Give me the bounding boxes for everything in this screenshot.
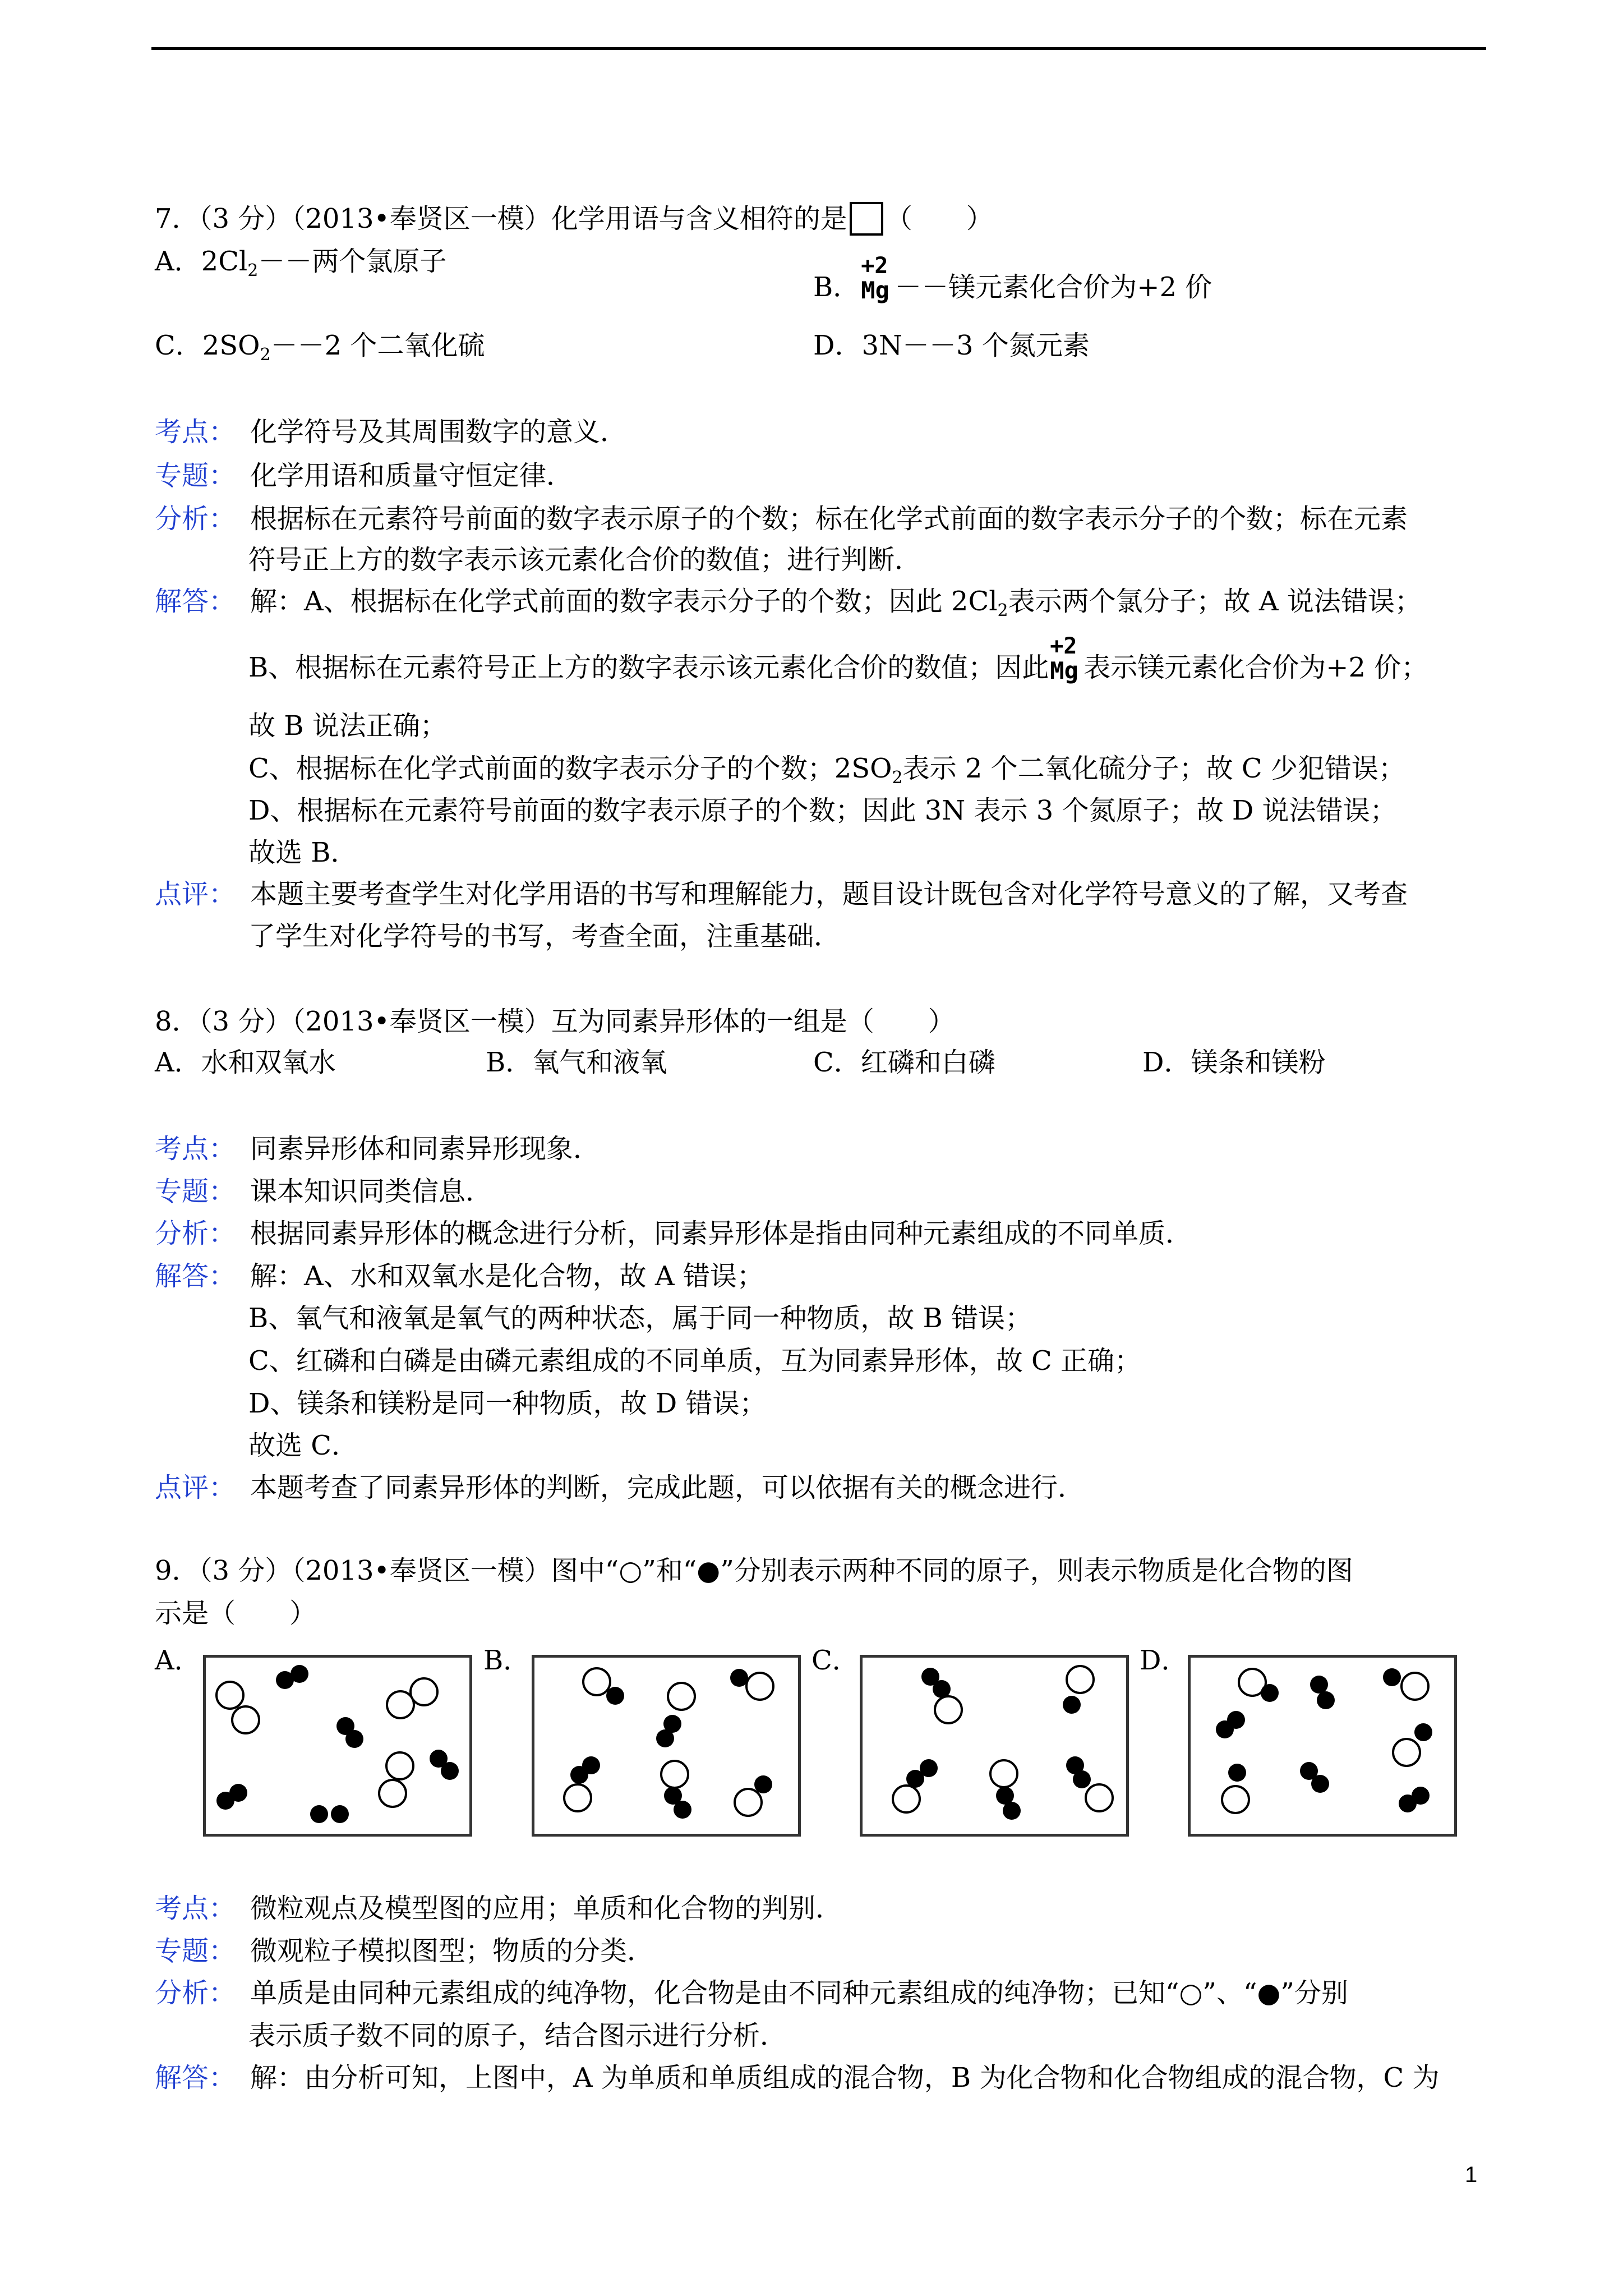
q7-option-d: D．3N－－3 个氮元素 — [813, 330, 1090, 361]
white-atom — [379, 1780, 406, 1807]
white-atom — [1401, 1673, 1428, 1700]
white-atom — [735, 1789, 762, 1816]
white-atom — [216, 1682, 243, 1709]
black-atom — [229, 1784, 247, 1802]
black-atom — [310, 1805, 328, 1823]
black-atom — [606, 1687, 624, 1705]
q7-option-b: B． +2 Mg －－镁元素化合价为+2 价 — [813, 253, 1212, 304]
q7-jieda: 解答： 解：A、根据标在化学式前面的数字表示分子的个数；因此 $2Cl_2$表示两个氯分子；故 A 说法错误； — [155, 586, 1422, 620]
q9-option-d-label: D． — [1140, 1645, 1188, 1676]
q9-jieda: 解答： 解：由分析可知，上图中，A 为单质和单质组成的混合物，B 为化合物和化合物组成的混合物，C 为 — [155, 2062, 1440, 2093]
white-atom — [583, 1668, 610, 1695]
valence-mg: +2 Mg — [861, 253, 889, 304]
q8-stem: 8．（3 分）（2013•奉贤区一模）互为同素异形体的一组是（ ） — [155, 1006, 955, 1037]
black-atom — [1216, 1720, 1234, 1738]
q8-dianping: 点评： 本题考查了同素异形体的判断，完成此题，可以依据有关的概念进行． — [155, 1472, 1085, 1503]
white-atom — [668, 1683, 695, 1710]
q7-jieda-b: B、根据标在元素符号正上方的数字表示该元素化合价的数值；因此 +2 Mg 表示镁元素化合价为+2 价； — [248, 633, 1428, 684]
q8-option-a: A．水和双氧水 — [155, 1047, 336, 1078]
black-atom — [1003, 1802, 1021, 1820]
black-atom — [933, 1680, 951, 1698]
black-atom — [1311, 1775, 1329, 1793]
black-atom — [1073, 1770, 1091, 1788]
q8-jieda-b: B、氧气和液氧是氧气的两种状态，属于同一种物质，故 B 错误； — [248, 1303, 1032, 1334]
q8-fenxi: 分析： 根据同素异形体的概念进行分析，同素异形体是指由同种元素组成的不同单质． — [155, 1218, 1193, 1249]
black-atom — [1383, 1668, 1401, 1686]
q9-fenxi-cont: 表示质子数不同的原子，结合图示进行分析． — [248, 2020, 787, 2051]
q9-stem-cont: 示是（ ） — [155, 1598, 317, 1629]
white-atom — [661, 1761, 688, 1788]
q7-jieda-d: D、根据标在元素符号前面的数字表示原子的个数；因此 3N 表示 3 个氮原子；故 D 说法错误； — [248, 795, 1397, 826]
q8-option-c: C．红磷和白磷 — [813, 1047, 995, 1078]
white-atom — [232, 1706, 259, 1733]
black-atom — [441, 1762, 459, 1780]
q8-option-b: B．氧气和液氧 — [486, 1047, 667, 1078]
white-atom — [564, 1784, 591, 1811]
q9-fenxi: 分析： 单质是由同种元素组成的纯净物，化合物是由不同种元素组成的纯净物；已知“○”、“●”分别 — [155, 1977, 1348, 2009]
white-atom — [1393, 1739, 1420, 1766]
q9-kaodian: 考点： 微粒观点及模型图的应用；单质和化合物的判别． — [155, 1893, 843, 1924]
q8-zhuanti: 专题： 课本知识同类信息． — [155, 1176, 493, 1207]
q7-jieda-b2: 故 B 说法正确； — [248, 710, 447, 742]
black-atom — [1310, 1676, 1328, 1694]
q9-option-b-label: B． — [483, 1645, 531, 1676]
q7-kaodian: 考点： 化学符号及其周围数字的意义． — [155, 416, 628, 448]
q7-jieda-answer: 故选 B． — [248, 837, 358, 868]
black-atom — [1412, 1787, 1430, 1805]
white-atom — [1086, 1784, 1113, 1811]
black-atom — [570, 1766, 588, 1784]
black-atom — [674, 1801, 691, 1819]
q7-fenxi: 分析： 根据标在元素符号前面的数字表示原子的个数；标在化学式前面的数字表示分子的个数；标在元素 — [155, 503, 1408, 535]
q7-option-a: A．$2Cl_2--$两个氯原子 — [155, 246, 447, 280]
black-atom — [754, 1775, 772, 1793]
q9-option-a-label: A． — [155, 1645, 201, 1676]
q7-jieda-c: C、根据标在化学式前面的数字表示分子的个数；$2SO_2$表示 2 个二氧化硫分子；故 C 少犯错误； — [248, 753, 1405, 788]
q9-stem: 9．（3 分）（2013•奉贤区一模）图中“○”和“●”分别表示两种不同的原子，则表示物质是化合物的图 — [155, 1555, 1353, 1586]
black-atom — [345, 1730, 363, 1748]
black-atom — [730, 1669, 748, 1687]
q7-option-c: C．$2SO_2--2$ 个二氧化硫 — [155, 330, 485, 365]
black-atom — [1317, 1691, 1335, 1709]
white-atom — [893, 1786, 920, 1812]
page-number: 1 — [1465, 2162, 1478, 2187]
q9-zhuanti: 专题： 微观粒子模拟图型；物质的分类． — [155, 1935, 654, 1967]
white-atom — [746, 1673, 773, 1700]
black-atom — [1261, 1684, 1279, 1702]
white-atom — [1222, 1786, 1249, 1813]
q8-jieda-answer: 故选 C． — [248, 1430, 358, 1461]
black-atom — [656, 1729, 674, 1747]
white-atom — [935, 1696, 962, 1723]
white-atom — [1067, 1666, 1094, 1693]
black-atom — [331, 1805, 349, 1823]
q7-dianping-cont: 了学生对化学符号的书写，考查全面，注重基础． — [248, 921, 841, 952]
black-atom — [291, 1665, 308, 1683]
black-atom — [1063, 1696, 1081, 1714]
black-atom — [1414, 1723, 1432, 1741]
black-atom — [906, 1770, 924, 1788]
q7-stem: 7．（3 分）（2013•奉贤区一模）化学用语与含义相符的是 （ ） — [155, 203, 993, 234]
black-atom — [1228, 1764, 1246, 1782]
q8-option-d: D．镁条和镁粉 — [1142, 1047, 1326, 1078]
white-atom — [386, 1752, 413, 1779]
q8-jieda: 解答： 解：A、水和双氧水是化合物，故 A 错误； — [155, 1260, 764, 1292]
white-atom — [411, 1678, 437, 1705]
q9-option-c-label: C． — [811, 1645, 859, 1676]
q7-dianping: 点评： 本题主要考查学生对化学用语的书写和理解能力，题目设计既包含对化学符号意义的了解，又考查 — [155, 878, 1408, 910]
valence-mg: +2 Mg — [1050, 633, 1078, 684]
q8-jieda-c: C、红磷和白磷是由磷元素组成的不同单质，互为同素异形体，故 C 正确； — [248, 1345, 1141, 1377]
q7-zhuanti: 专题： 化学用语和质量守恒定律． — [155, 460, 574, 491]
q8-jieda-d: D、镁条和镁粉是同一种物质，故 D 错误； — [248, 1388, 767, 1419]
q7-fenxi-cont: 符号正上方的数字表示该元素化合价的数值；进行判断． — [248, 544, 922, 576]
white-atom — [990, 1760, 1017, 1787]
q8-kaodian: 考点： 同素异形体和同素异形现象． — [155, 1133, 601, 1165]
